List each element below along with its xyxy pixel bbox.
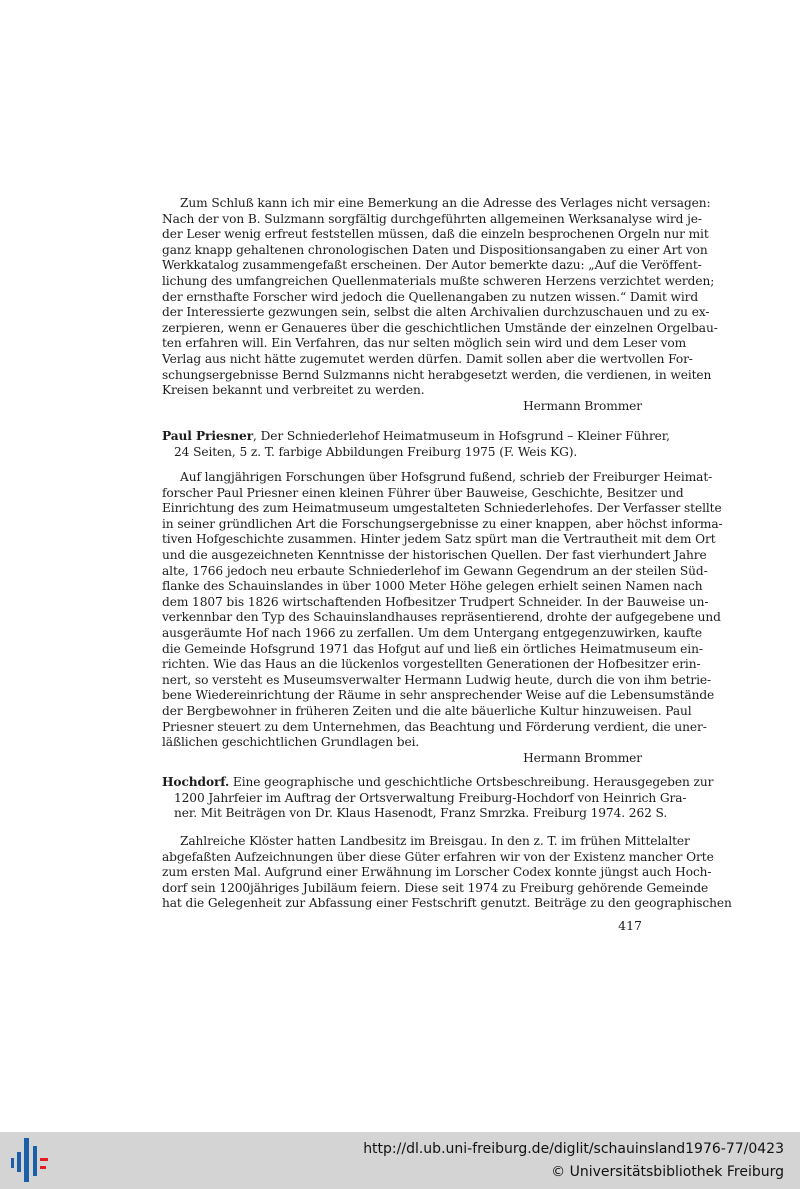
book-subtitle: Eine geographische und geschichtliche Ortsbeschreibung. Herausgegeben zur [229, 775, 714, 789]
book-details-line: ner. Mit Beiträgen von Dr. Klaus Hasenodt, Franz Smrzka. Freiburg 1974. 262 S. [174, 806, 668, 821]
text-line: der ernsthafte Forscher wird jedoch die Quellenangaben zu nutzen wissen.“ Damit wird [162, 289, 699, 304]
text-line: die Gemeinde Hofsgrund 1971 das Hofgut auf und ließ ein örtliches Heimatmuseum ein- [162, 641, 703, 656]
review-organs-continuation [162, 196, 718, 414]
book-title: , Der Schniederlehof Heimatmuseum in Hofsgrund – Kleiner Führer, [253, 429, 670, 443]
text-line: alte, 1766 jedoch neu erbaute Schniederlehof im Gewann Gegendrum an der steilen Süd- [162, 563, 708, 578]
text-line: ausgeräumte Hof nach 1966 zu zerfallen. Um dem Untergang entgegenzuwirken, kaufte [162, 625, 703, 640]
page-number: 417 [618, 918, 642, 933]
review-schniederlehof-body [162, 470, 723, 766]
review-schniederlehof-heading [162, 429, 670, 460]
text-line: verkennbar den Typ des Schauinslandhauses repräsentierend, drohte der aufgegebene und [162, 610, 721, 625]
book-details-line: 1200 Jahrfeier im Auftrag der Ortsverwaltung Freiburg-Hochdorf von Heinrich Gra- [174, 790, 687, 805]
text-line: der Interessierte gezwungen sein, selbst die alten Archivalien durchzuschauen und zu ex- [162, 305, 710, 320]
text-line: zerpieren, wenn er Genaueres über die geschichtlichen Umstände der einzelnen Orgelbau- [162, 320, 718, 335]
text-line: Werkkatalog zusammengefaßt erscheinen. Der Autor bemerkte dazu: „Auf die Veröffent- [162, 258, 702, 273]
text-line: Priesner steuert zu dem Unternehmen, das Beachtung und Förderung verdient, die uner- [162, 719, 707, 734]
text-line: Kreisen bekannt und verbreitet zu werden. [162, 383, 425, 398]
reviewer-name: Hermann Brommer [523, 750, 642, 765]
book-title-bold: Hochdorf. [162, 775, 230, 789]
text-line: Verlag aus nicht hätte zugemutet werden dürfen. Damit sollen aber die wertvollen For- [162, 351, 693, 366]
text-line: richten. Wie das Haus an die lückenlos vorgestellten Generationen der Hofbesitzer erin- [162, 657, 701, 672]
book-details: 24 Seiten, 5 z. T. farbige Abbildungen Freiburg 1975 (F. Weis KG). [174, 444, 578, 459]
text-line: forscher Paul Priesner einen kleinen Führer über Bauweise, Geschichte, Besitzer und [162, 485, 684, 500]
text-line: ganz knapp gehaltenen chronologischen Daten und Dispositionsangaben zu einer Art von [162, 242, 708, 257]
text-line: Auf langjährigen Forschungen über Hofsgrund fußend, schrieb der Freiburger Heimat- [180, 470, 713, 484]
text-line: und die ausgezeichneten Kenntnisse der historischen Quellen. Der fast vierhundert Jahre [162, 547, 707, 562]
text-line: Zahlreiche Klöster hatten Landbesitz im Breisgau. In den z. T. im frühen Mittelalter [180, 834, 690, 848]
text-line: dem 1807 bis 1826 wirtschaftenden Hofbesitzer Trudpert Schneider. In der Bauweise un- [162, 594, 709, 609]
text-line: ten erfahren will. Ein Verfahren, das nur selten möglich sein wird und dem Leser vom [162, 336, 687, 351]
viewer-footer [0, 1132, 800, 1189]
book-author-name: Paul Priesner [162, 429, 254, 443]
text-line: flanke des Schauinslandes in über 1000 Meter Höhe gelegen erhielt seinen Namen nach [162, 579, 703, 594]
text-line: zum ersten Mal. Aufgrund einer Erwähnung im Lorscher Codex konnte jüngst auch Hoch- [162, 865, 712, 880]
text-line: dorf sein 1200jähriges Jubiläum feiern. Diese seit 1974 zu Freiburg gehörende Gemeinde [162, 880, 709, 895]
text-line: bene Wiedereinrichtung der Räume in sehr ansprechender Weise auf die Lebensumstände [162, 688, 715, 703]
text-line: lichung des umfangreichen Quellenmaterials mußte schweren Herzens verzichtet werden; [162, 273, 715, 288]
text-line: abgefaßten Aufzeichnungen über diese Güter erfahren wir von der Existenz mancher Orte [162, 849, 714, 864]
text-line: Einrichtung des zum Heimatmuseum umgestalteten Schniederlehofes. Der Verfasser stellte [162, 501, 722, 516]
text-line: Zum Schluß kann ich mir eine Bemerkung an die Adresse des Verlages nicht versagen: [180, 196, 711, 210]
review-hochdorf-heading [162, 775, 714, 822]
copyright-notice: © Universitätsbibliothek Freiburg [551, 1164, 784, 1180]
text-line: nert, so versteht es Museumsverwalter Hermann Ludwig heute, durch die von ihm betrie- [162, 672, 712, 687]
text-line: schungsergebnisse Bernd Sulzmanns nicht herabgesetzt werden, die verdienen, in weiten [162, 367, 712, 382]
text-line: der Bergbewohner in früheren Zeiten und die alte bäuerliche Kultur hinzuweisen. Paul [162, 703, 692, 718]
text-line: Nach der von B. Sulzmann sorgfältig durchgeführten allgemeinen Werksanalyse wird je- [162, 211, 702, 226]
text-line: tiven Hofgeschichte zusammen. Hinter jedem Satz spürt man die Vertrautheit mit dem Ort [162, 532, 716, 547]
reviewer-name: Hermann Brommer [523, 398, 642, 413]
text-line: in seiner gründlichen Art die Forschungsergebnisse zu einer knappen, aber höchst informa- [162, 516, 723, 531]
review-hochdorf-body [162, 834, 732, 912]
permalink-url[interactable]: http://dl.ub.uni-freiburg.de/diglit/schauinsland1976-77/0423 [363, 1141, 784, 1157]
text-line: der Leser wenig erfreut feststellen müssen, daß die einzeln besprochenen Orgeln nur mit [162, 227, 709, 242]
text-line: hat die Gelegenheit zur Abfassung einer Festschrift genutzt. Beiträge zu den geographischen [162, 896, 732, 911]
text-line: läßlichen geschichtlichen Grundlagen bei. [162, 735, 420, 750]
ub-freiburg-logo-icon [8, 1136, 52, 1184]
